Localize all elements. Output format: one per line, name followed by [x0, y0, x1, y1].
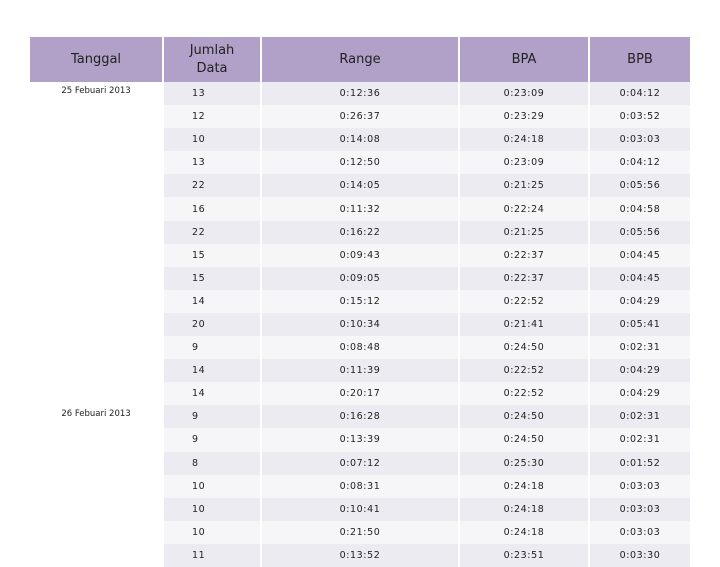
table-row — [30, 452, 690, 475]
cell-bpb: 0:04:29 — [588, 382, 690, 405]
cell-tanggal — [30, 428, 162, 451]
table-row — [30, 128, 690, 151]
cell-tanggal — [30, 128, 162, 151]
cell-jumlah-data: 12 — [162, 105, 260, 128]
table-row — [30, 82, 690, 105]
cell-bpa: 0:22:52 — [458, 382, 588, 405]
table-row — [30, 521, 690, 544]
cell-bpb: 0:03:03 — [588, 475, 690, 498]
data-table — [30, 37, 690, 567]
cell-bpa: 0:24:50 — [458, 405, 588, 428]
cell-range: 0:16:28 — [260, 405, 458, 428]
cell-jumlah-data: 22 — [162, 221, 260, 244]
cell-bpb: 0:03:03 — [588, 521, 690, 544]
cell-bpb: 0:02:31 — [588, 336, 690, 359]
header-range: Range — [260, 37, 458, 82]
cell-bpb: 0:04:29 — [588, 290, 690, 313]
cell-bpb: 0:03:03 — [588, 128, 690, 151]
header-jumlah-line2: Data — [196, 60, 228, 76]
cell-bpa: 0:21:25 — [458, 174, 588, 197]
table-body — [30, 82, 690, 567]
cell-tanggal — [30, 452, 162, 475]
cell-bpa: 0:22:52 — [458, 290, 588, 313]
cell-bpa: 0:24:18 — [458, 521, 588, 544]
cell-tanggal — [30, 382, 162, 405]
table-row — [30, 428, 690, 451]
cell-tanggal — [30, 244, 162, 267]
cell-range: 0:21:50 — [260, 521, 458, 544]
cell-jumlah-data: 14 — [162, 382, 260, 405]
cell-jumlah-data: 16 — [162, 197, 260, 220]
cell-range: 0:10:34 — [260, 313, 458, 336]
cell-bpa: 0:24:50 — [458, 428, 588, 451]
cell-jumlah-data: 14 — [162, 290, 260, 313]
cell-bpb: 0:01:52 — [588, 452, 690, 475]
table-row — [30, 405, 690, 428]
cell-jumlah-data: 13 — [162, 82, 260, 105]
cell-tanggal — [30, 336, 162, 359]
cell-bpa: 0:23:51 — [458, 544, 588, 567]
header-jumlah-data — [162, 37, 260, 82]
cell-tanggal — [30, 151, 162, 174]
cell-range: 0:14:08 — [260, 128, 458, 151]
cell-jumlah-data: 13 — [162, 151, 260, 174]
cell-jumlah-data: 14 — [162, 359, 260, 382]
cell-tanggal — [30, 197, 162, 220]
table-row — [30, 475, 690, 498]
cell-range: 0:09:05 — [260, 267, 458, 290]
cell-tanggal — [30, 521, 162, 544]
cell-jumlah-data: 11 — [162, 544, 260, 567]
cell-jumlah-data: 9 — [162, 336, 260, 359]
cell-bpb: 0:04:58 — [588, 197, 690, 220]
cell-range: 0:11:32 — [260, 197, 458, 220]
cell-tanggal — [30, 221, 162, 244]
cell-bpa: 0:24:50 — [458, 336, 588, 359]
cell-bpa: 0:22:52 — [458, 359, 588, 382]
table-row — [30, 267, 690, 290]
table-row — [30, 290, 690, 313]
cell-bpa: 0:23:09 — [458, 151, 588, 174]
cell-bpb: 0:04:29 — [588, 359, 690, 382]
cell-bpa: 0:22:37 — [458, 267, 588, 290]
table-row — [30, 336, 690, 359]
table-row — [30, 544, 690, 567]
cell-range: 0:16:22 — [260, 221, 458, 244]
cell-tanggal: 25 Febuari 2013 — [30, 82, 162, 105]
cell-jumlah-data: 8 — [162, 452, 260, 475]
cell-bpb: 0:03:52 — [588, 105, 690, 128]
table-row — [30, 498, 690, 521]
cell-bpa: 0:24:18 — [458, 128, 588, 151]
cell-bpb: 0:02:31 — [588, 405, 690, 428]
cell-bpb: 0:05:56 — [588, 221, 690, 244]
cell-tanggal — [30, 313, 162, 336]
cell-jumlah-data: 9 — [162, 405, 260, 428]
cell-range: 0:11:39 — [260, 359, 458, 382]
header-jumlah-line1: Jumlah — [189, 42, 235, 58]
cell-bpa: 0:24:18 — [458, 498, 588, 521]
cell-bpb: 0:05:41 — [588, 313, 690, 336]
cell-tanggal — [30, 290, 162, 313]
cell-bpa: 0:22:24 — [458, 197, 588, 220]
cell-tanggal: 26 Febuari 2013 — [30, 405, 162, 428]
cell-bpa: 0:22:37 — [458, 244, 588, 267]
cell-bpa: 0:25:30 — [458, 452, 588, 475]
table-row — [30, 197, 690, 220]
cell-jumlah-data: 10 — [162, 128, 260, 151]
cell-tanggal — [30, 544, 162, 567]
cell-tanggal — [30, 359, 162, 382]
cell-jumlah-data: 15 — [162, 244, 260, 267]
cell-bpb: 0:04:45 — [588, 267, 690, 290]
cell-tanggal — [30, 174, 162, 197]
table-row — [30, 151, 690, 174]
cell-tanggal — [30, 105, 162, 128]
cell-bpa: 0:21:25 — [458, 221, 588, 244]
cell-jumlah-data: 9 — [162, 428, 260, 451]
cell-bpa: 0:23:09 — [458, 82, 588, 105]
cell-bpb: 0:04:45 — [588, 244, 690, 267]
cell-range: 0:10:41 — [260, 498, 458, 521]
header-bpa: BPA — [458, 37, 588, 82]
table-row — [30, 382, 690, 405]
cell-bpb: 0:04:12 — [588, 151, 690, 174]
cell-tanggal — [30, 498, 162, 521]
cell-jumlah-data: 20 — [162, 313, 260, 336]
cell-jumlah-data: 22 — [162, 174, 260, 197]
cell-range: 0:08:31 — [260, 475, 458, 498]
cell-range: 0:13:52 — [260, 544, 458, 567]
cell-range: 0:12:36 — [260, 82, 458, 105]
header-row — [30, 37, 690, 82]
cell-range: 0:08:48 — [260, 336, 458, 359]
table-row — [30, 244, 690, 267]
cell-range: 0:26:37 — [260, 105, 458, 128]
cell-bpa: 0:24:18 — [458, 475, 588, 498]
table-row — [30, 313, 690, 336]
cell-range: 0:13:39 — [260, 428, 458, 451]
cell-range: 0:12:50 — [260, 151, 458, 174]
cell-range: 0:09:43 — [260, 244, 458, 267]
cell-tanggal — [30, 475, 162, 498]
cell-bpb: 0:04:12 — [588, 82, 690, 105]
header-bpb: BPB — [588, 37, 690, 82]
cell-bpa: 0:23:29 — [458, 105, 588, 128]
cell-tanggal — [30, 267, 162, 290]
cell-bpa: 0:21:41 — [458, 313, 588, 336]
header-tanggal: Tanggal — [30, 37, 162, 82]
cell-range: 0:07:12 — [260, 452, 458, 475]
cell-bpb: 0:03:03 — [588, 498, 690, 521]
cell-bpb: 0:02:31 — [588, 428, 690, 451]
table-row — [30, 174, 690, 197]
table-row — [30, 359, 690, 382]
cell-bpb: 0:03:30 — [588, 544, 690, 567]
cell-jumlah-data: 10 — [162, 475, 260, 498]
cell-range: 0:20:17 — [260, 382, 458, 405]
cell-jumlah-data: 10 — [162, 521, 260, 544]
table-row — [30, 221, 690, 244]
cell-jumlah-data: 10 — [162, 498, 260, 521]
table-row — [30, 105, 690, 128]
cell-range: 0:15:12 — [260, 290, 458, 313]
cell-bpb: 0:05:56 — [588, 174, 690, 197]
cell-jumlah-data: 15 — [162, 267, 260, 290]
cell-range: 0:14:05 — [260, 174, 458, 197]
